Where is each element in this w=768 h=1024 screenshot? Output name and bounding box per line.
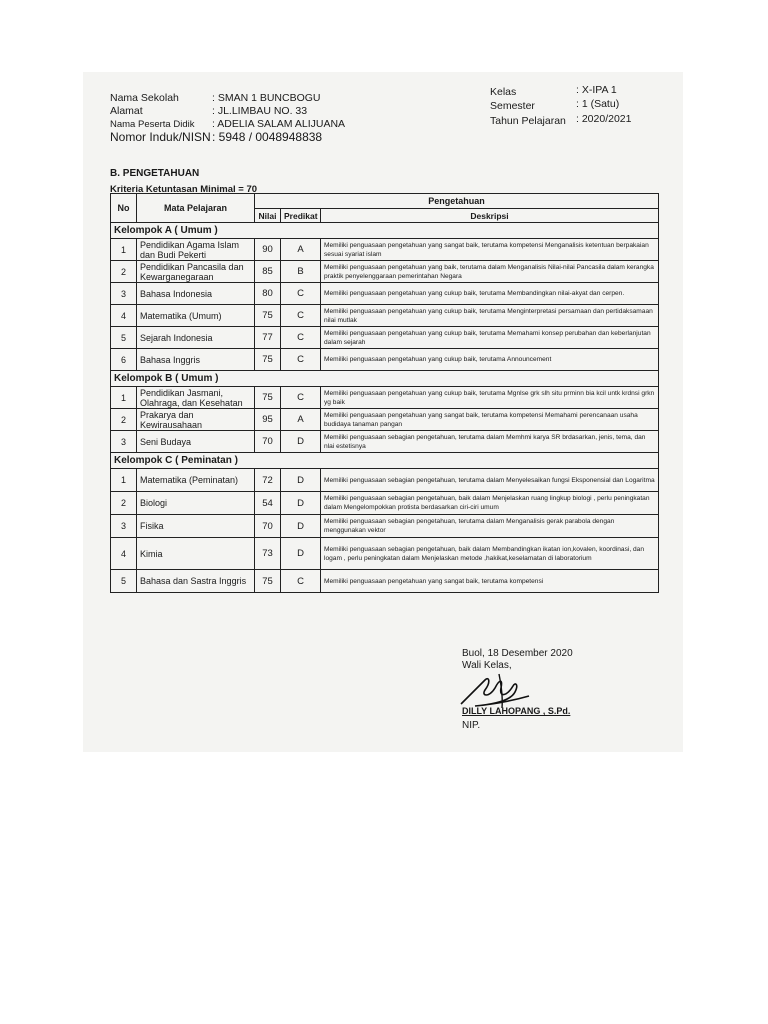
- grade-value: D: [281, 469, 321, 492]
- school-value: : SMAN 1 BUNCBOGU: [212, 92, 321, 104]
- grade-value: D: [281, 538, 321, 570]
- description: Memiliki penguasaan pengetahuan yang cukup baik, terutama Announcement: [321, 349, 659, 371]
- subject-name: Prakarya dan Kewirausahaan: [137, 409, 255, 431]
- nisn-value: : 5948 / 0048948838: [212, 130, 323, 144]
- sign-nip: NIP.: [462, 720, 481, 731]
- grade-value: A: [281, 239, 321, 261]
- sign-name: DILLY LAHOPANG , S.Pd.: [462, 706, 571, 716]
- col-grade-header: Predikat: [281, 209, 321, 223]
- description: Memiliki penguasaan pengetahuan yang baik, terutama dalam Menganalisis Nilai-nilai Pancasila dalam kerangka praktik penyelenggaraan pemerintahan Negara: [321, 261, 659, 283]
- subject-name: Fisika: [137, 515, 255, 538]
- description: Memiliki penguasaan pengetahuan yang sangat baik, terutama kompetensi: [321, 570, 659, 593]
- subject-name: Pendidikan Jasmani, Olahraga, dan Kesehatan: [137, 387, 255, 409]
- grade-value: D: [281, 431, 321, 453]
- description: Memiliki penguasaan pengetahuan yang sangat baik, terutama kompetensi Memahami perencanaan usaha budidaya tanaman pangan: [321, 409, 659, 431]
- table-row: [111, 409, 659, 431]
- grades-table: [110, 193, 659, 593]
- row-number: 4: [111, 305, 137, 327]
- group-title: Kelompok C ( Peminatan ): [111, 453, 659, 469]
- subject-name: Biologi: [137, 492, 255, 515]
- group-title: Kelompok B ( Umum ): [111, 371, 659, 387]
- score-value: 73: [255, 538, 281, 570]
- grade-value: C: [281, 305, 321, 327]
- address-value: : JL.LIMBAU NO. 33: [212, 105, 308, 117]
- row-number: 1: [111, 239, 137, 261]
- table-row: [111, 387, 659, 409]
- table-row: [111, 538, 659, 570]
- address-label: Alamat: [110, 105, 143, 117]
- table-row: [111, 239, 659, 261]
- group-row: [111, 453, 659, 469]
- subject-name: Kimia: [137, 538, 255, 570]
- grade-value: A: [281, 409, 321, 431]
- row-number: 3: [111, 431, 137, 453]
- table-row: [111, 515, 659, 538]
- score-value: 72: [255, 469, 281, 492]
- description: Memiliki penguasaan pengetahuan yang cukup baik, terutama Mgnlse grk slh situ prminn bia kcil untk krdnsi grkn yg baik: [321, 387, 659, 409]
- table-row: [111, 305, 659, 327]
- student-label: Nama Peserta Didik: [110, 119, 195, 130]
- row-number: 1: [111, 469, 137, 492]
- sign-role: Wali Kelas,: [462, 660, 512, 671]
- school-label: Nama Sekolah: [110, 92, 179, 104]
- row-number: 2: [111, 409, 137, 431]
- table-row: [111, 283, 659, 305]
- grade-value: D: [281, 515, 321, 538]
- score-value: 70: [255, 431, 281, 453]
- description: Memiliki penguasaan pengetahuan yang cukup baik, terutama Membandingkan nilai-akyat dan cerpen.: [321, 283, 659, 305]
- semester-value: : 1 (Satu): [576, 98, 620, 110]
- student-value: : ADELIA SALAM ALIJUANA: [212, 118, 346, 130]
- description: Memiliki penguasaan sebagian pengetahuan, baik dalam Membandingkan ikatan ion,kovalen, koordinasi, dan logam , perlu peningkatan dalam Menjelaskan metode ,hakikat,keselamatan di laboratorium: [321, 538, 659, 570]
- subject-name: Pendidikan Agama Islam dan Budi Pekerti: [137, 239, 255, 261]
- table-row: [111, 469, 659, 492]
- description: Memiliki penguasaan pengetahuan yang cukup baik, terutama Memahami konsep perubahan dan keberlanjutan dalam sejarah: [321, 327, 659, 349]
- score-value: 75: [255, 305, 281, 327]
- year-label: Tahun Pelajaran: [490, 115, 566, 127]
- table-row: [111, 261, 659, 283]
- table-row: [111, 570, 659, 593]
- score-value: 85: [255, 261, 281, 283]
- row-number: 3: [111, 515, 137, 538]
- description: Memiliki penguasaan sebagian pengetahuan, terutama dalam Menyelesaikan fungsi Eksponensial dan Logaritma: [321, 469, 659, 492]
- grade-value: C: [281, 349, 321, 371]
- grade-value: D: [281, 492, 321, 515]
- grade-value: C: [281, 387, 321, 409]
- kkm-label: Kriteria Ketuntasan Minimal = 70: [110, 184, 258, 195]
- subject-name: Bahasa Indonesia: [137, 283, 255, 305]
- score-value: 95: [255, 409, 281, 431]
- sign-place-date: Buol, 18 Desember 2020: [462, 648, 573, 659]
- class-value: : X-IPA 1: [576, 84, 617, 96]
- grade-value: B: [281, 261, 321, 283]
- description: Memiliki penguasaan sebagian pengetahuan, baik dalam Menjelaskan ruang lingkup biologi , perlu peningkatan dalam Mengelompokkan protista berdasarkan ciri-ciri umum: [321, 492, 659, 515]
- score-value: 54: [255, 492, 281, 515]
- grade-value: C: [281, 570, 321, 593]
- description: Memiliki penguasaan pengetahuan yang cukup baik, terutama Menginterpretasi persamaan dan pertidaksamaan nilai mutlak: [321, 305, 659, 327]
- score-value: 75: [255, 570, 281, 593]
- row-number: 2: [111, 492, 137, 515]
- subject-name: Bahasa dan Sastra Inggris: [137, 570, 255, 593]
- year-value: : 2020/2021: [576, 113, 632, 125]
- row-number: 6: [111, 349, 137, 371]
- row-number: 1: [111, 387, 137, 409]
- description: Memiliki penguasaan sebagian pengetahuan, terutama dalam Memhmi karya SR brdasarkan, jenis, tema, dan nlai estetisnya: [321, 431, 659, 453]
- col-knowledge-header: Pengetahuan: [255, 194, 659, 209]
- group-title: Kelompok A ( Umum ): [111, 223, 659, 239]
- grade-value: C: [281, 327, 321, 349]
- table-row: [111, 431, 659, 453]
- section-title: B. PENGETAHUAN: [110, 168, 200, 179]
- subject-name: Bahasa Inggris: [137, 349, 255, 371]
- table-row: [111, 349, 659, 371]
- grade-value: C: [281, 283, 321, 305]
- score-value: 90: [255, 239, 281, 261]
- subject-name: Seni Budaya: [137, 431, 255, 453]
- col-score-header: Nilai: [255, 209, 281, 223]
- score-value: 75: [255, 387, 281, 409]
- subject-name: Pendidikan Pancasila dan Kewarganegaraan: [137, 261, 255, 283]
- description: Memiliki penguasaan sebagian pengetahuan, terutama dalam Menganalisis gerak parabola dengan menggunakan vektor: [321, 515, 659, 538]
- score-value: 80: [255, 283, 281, 305]
- col-desc-header: Deskripsi: [321, 209, 659, 223]
- row-number: 3: [111, 283, 137, 305]
- group-row: [111, 223, 659, 239]
- row-number: 5: [111, 327, 137, 349]
- description: Memiliki penguasaan pengetahuan yang sangat baik, terutama kompetensi Menganalisis ketentuan berpakaian sesuai syariat islam: [321, 239, 659, 261]
- table-row: [111, 492, 659, 515]
- nisn-label: Nomor Induk/NISN: [110, 130, 211, 144]
- table-row: [111, 327, 659, 349]
- row-number: 5: [111, 570, 137, 593]
- group-row: [111, 371, 659, 387]
- subject-name: Matematika (Umum): [137, 305, 255, 327]
- score-value: 77: [255, 327, 281, 349]
- score-value: 70: [255, 515, 281, 538]
- row-number: 2: [111, 261, 137, 283]
- subject-name: Sejarah Indonesia: [137, 327, 255, 349]
- grades-body: [111, 223, 659, 593]
- subject-name: Matematika (Peminatan): [137, 469, 255, 492]
- col-no-header: No: [111, 194, 137, 223]
- row-number: 4: [111, 538, 137, 570]
- col-subject-header: Mata Pelajaran: [137, 194, 255, 223]
- score-value: 75: [255, 349, 281, 371]
- class-label: Kelas: [490, 86, 517, 98]
- semester-label: Semester: [490, 100, 535, 112]
